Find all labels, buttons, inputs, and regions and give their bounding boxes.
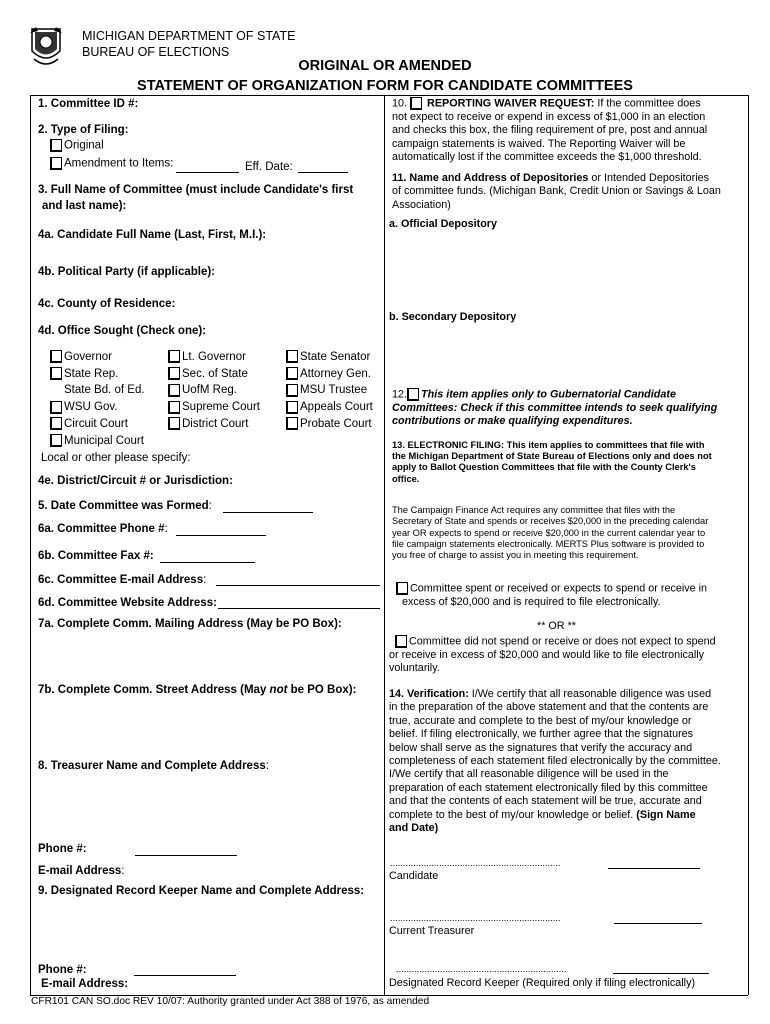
office-option-probate-court[interactable] [286,416,373,433]
left-border [30,95,31,995]
bureau-name: BUREAU OF ELECTIONS [82,45,230,59]
type-of-filing-label: 2. Type of Filing: [38,124,129,136]
office-label: Sec. of State [182,367,248,380]
office-option-attorney-gen[interactable] [286,366,373,383]
office-checkbox[interactable] [168,367,180,380]
amendment-checkbox[interactable] [50,157,62,170]
office-label: District Court [182,417,249,430]
committee-phone-field[interactable] [176,535,266,536]
treasurer-sig-label: Current Treasurer [389,925,475,937]
campaign-finance-2: Secretary of State and spends or receives $20,000 in the preceding calendar [392,516,709,527]
form-title-line1: ORIGINAL OR AMENDED [298,58,472,74]
original-checkbox[interactable] [50,139,62,152]
gubernatorial-text-3: contributions or make qualifying expenditures. [392,415,633,428]
committee-fax-label: 6b. Committee Fax #: [38,550,154,562]
keeper-sig-label: Designated Record Keeper (Required only if filing electronically) [389,977,696,989]
candidate-date-field[interactable] [608,868,700,869]
office-label: Probate Court [300,417,372,430]
waiver-checkbox[interactable] [410,97,422,110]
electronic-filing-3: apply to Ballot Question Committees that file with the County Clerk's [392,462,696,473]
verification-heading: 14. Verification: [389,688,469,700]
verification-text-9: and that the contents of each statement will be true, accurate and [389,795,702,808]
office-checkbox[interactable] [286,350,298,363]
office-label: Attorney Gen. [300,367,371,380]
required-electronic-text-2: excess of $20,000 and is required to file electronically. [402,595,661,608]
waiver-heading: REPORTING WAIVER REQUEST: [427,97,595,110]
official-depository-label: a. Official Depository [389,218,497,230]
committee-id-label: 1. Committee ID #: [38,98,139,110]
item-10-number: 10. [392,97,408,110]
office-label: Municipal Court [64,434,144,447]
office-label: Circuit Court [64,417,128,430]
committee-phone-text: 6a. Committee Phone # [38,523,165,535]
office-col2 [168,349,260,433]
item-12-block [392,388,748,429]
record-keeper-label: 9. Designated Record Keeper Name and Complete Address: [38,885,365,897]
option-voluntary-block[interactable] [389,635,743,676]
committee-email-field[interactable] [216,585,380,586]
committee-phone-label: 6a. Committee Phone #: [38,523,168,535]
verification-text-2: in the preparation of the above statement and that the contents are [389,701,709,714]
treasurer-text: 8. Treasurer Name and Complete Address [38,760,266,772]
committee-fax-field[interactable] [160,562,255,563]
voluntary-electronic-text-2: or receive in excess of $20,000 and would like to file electronically [389,648,705,661]
campaign-finance-1: The Campaign Finance Act requires any committee that files with the [392,505,676,515]
or-separator: ** OR ** [537,620,577,632]
treasurer-phone-label: Phone #: [38,843,87,855]
verification-text-1: I/We certify that all reasonable diligence was used [468,688,712,700]
secondary-depository-label: b. Secondary Depository [389,311,517,323]
committee-website-label: 6d. Committee Website Address: [38,597,217,609]
depositories-text-1: or Intended Depositories [588,172,710,184]
original-label: Original [64,139,104,152]
street-address-not: not [269,684,288,696]
office-checkbox[interactable] [168,384,180,397]
district-label: 4e. District/Circuit # or Jurisdiction: [38,475,233,487]
amendment-label: Amendment to Items: [64,157,174,170]
electronic-filing-1: 13. ELECTRONIC FILING: This item applies to committees that file with [392,440,705,450]
verification-text-4: belief. If filing electronically, we further agree that the signatures [389,728,694,741]
verification-text-7: I/We certify that all reasonable diligence will be used in the [389,768,669,781]
form-footer: CFR101 CAN SO.doc REV 10/07: Authority granted under Act 388 of 1976, as amended [31,996,430,1007]
office-sought-label: 4d. Office Sought (Check one): [38,325,207,337]
right-border [748,95,749,995]
amendment-option[interactable] [50,157,173,170]
campaign-finance-block [392,505,744,561]
depositories-text-2: of committee funds. (Michigan Bank, Credit Union or Savings & Loan [392,185,721,198]
voluntary-electronic-checkbox[interactable] [395,635,407,648]
office-option-district-court[interactable] [168,416,260,433]
candidate-label: Candidate [389,870,439,882]
campaign-finance-4: file campaign statements electronically. MERTS Plus software is provided to [392,538,705,549]
office-label: MSU Trustee [300,384,368,397]
political-party-label: 4b. Political Party (if applicable): [38,266,216,278]
item-14-block [389,688,741,835]
street-address-tail: be PO Box): [287,684,357,696]
eff-date-label: Eff. Date: [245,161,293,173]
office-option-supreme-court[interactable] [168,399,260,416]
verification-text-6: completeness of each statement filed electronically by the committee. [389,755,721,768]
office-option-municipal-court[interactable] [50,433,145,450]
voluntary-electronic-text-3: voluntarily. [389,662,440,675]
item-11-block [392,172,744,212]
office-option-state-senator[interactable] [286,349,373,366]
waiver-text-3: and checks this box, the filing requirement of pre, post and annual [392,124,708,137]
candidate-name-label: 4a. Candidate Full Name (Last, First, M.I.): [38,229,267,241]
treasurer-label: 8. Treasurer Name and Complete Address: [38,760,269,772]
gubernatorial-text-1: This item applies only to Gubernatorial Candidate [421,388,676,401]
gubernatorial-text-2: Committees: Check if this committee intends to seek qualifying [392,401,718,414]
office-option-circuit-court[interactable] [50,416,145,433]
office-checkbox[interactable] [168,350,180,363]
depositories-text-3: Association) [392,198,451,211]
keeper-phone-field[interactable] [134,975,236,976]
full-name-label-1: 3. Full Name of Committee (must include Candidate's first [38,184,354,196]
office-label: WSU Gov. [64,401,118,414]
local-other-label: Local or other please specify: [41,452,191,464]
date-formed-text: 5. Date Committee was Formed [38,500,209,512]
office-label: Supreme Court [182,401,260,414]
office-checkbox[interactable] [286,401,298,414]
office-checkbox[interactable] [168,401,180,414]
verification-text-3: true, accurate and complete to the best of my/our knowledge or [389,714,692,727]
office-option-appeals-court[interactable] [286,399,373,416]
office-label: UofM Reg. [182,384,237,397]
required-electronic-text-1: Committee spent or received or expects to spend or receive in [410,582,708,595]
county-residence-label: 4c. County of Residence: [38,298,176,310]
office-checkbox[interactable] [50,434,62,447]
office-checkbox[interactable] [50,417,62,430]
office-option-wsu-gov[interactable] [50,399,145,416]
office-checkbox[interactable] [50,350,62,363]
office-option-state-rep[interactable] [50,366,145,383]
sign-name-label: (Sign Name [636,808,696,821]
treasurer-signature-dots[interactable]: .................................................................. [390,913,561,923]
treasurer-email-text: E-mail Address [38,865,122,877]
office-label: State Bd. of Ed. [64,384,145,397]
amendment-items-field[interactable] [176,172,239,173]
street-address-label [38,684,356,696]
office-option-uofm-reg[interactable] [168,382,260,399]
office-col3 [286,349,373,433]
depositories-heading: 11. Name and Address of Depositories [392,172,589,184]
candidate-signature-dots[interactable]: .................................................................. [390,858,561,868]
waiver-text-2: not expect to receive or expend in excess of $1,000 in an election [392,110,706,123]
office-option-lt-governor[interactable] [168,349,260,366]
street-address-text: 7b. Complete Comm. Street Address (May [38,684,270,696]
office-col1 [50,349,145,449]
office-label: Appeals Court [300,401,373,414]
item-12-number: 12. [392,388,408,401]
electronic-filing-4: office. [392,473,420,484]
electronic-filing-2: the Michigan Department of State Bureau of Elections only and does not [392,451,712,462]
sign-date-label: and Date) [389,822,439,835]
office-checkbox[interactable] [286,417,298,430]
date-formed-label: 5. Date Committee was Formed: [38,500,212,512]
treasurer-email-label: E-mail Address: [38,865,125,877]
committee-website-field[interactable] [218,608,380,609]
gubernatorial-checkbox[interactable] [407,388,419,401]
treasurer-date-field[interactable] [614,923,702,924]
keeper-signature-dots[interactable]: .................................................................. [396,964,567,974]
campaign-finance-3: year OR expects to spend or receive $20,000 in the current calendar year to [392,527,706,538]
full-name-label-2: and last name): [42,200,127,212]
office-checkbox[interactable] [50,401,62,414]
item-13-block [392,440,744,485]
office-checkbox[interactable] [286,367,298,380]
voluntary-electronic-text-1: Committee did not spend or receive or does not expect to spend [409,635,716,648]
keeper-date-field[interactable] [613,973,709,974]
department-name: MICHIGAN DEPARTMENT OF STATE [82,29,296,43]
office-label: Governor [64,351,112,363]
verification-text-10: complete to the best of my/our knowledge or belief. [389,808,634,821]
campaign-finance-5: you free of charge to assist you in meeting this requirement. [392,550,639,561]
office-checkbox[interactable] [286,384,298,397]
form-title-line2: STATEMENT OF ORGANIZATION FORM FOR CANDIDATE COMMITTEES [137,78,633,94]
top-border [30,95,748,96]
waiver-text-4: campaign statements is waived. The Reporting Waiver will be [392,137,686,150]
office-option-governor[interactable] [50,349,145,366]
treasurer-phone-field[interactable] [135,855,237,856]
office-label: State Rep. [64,367,119,380]
verification-text-5: below shall serve as the signatures that verify the accuracy and [389,741,693,754]
item-10-block [392,97,744,164]
office-label: State Senator [300,351,371,363]
office-label: Lt. Governor [182,351,246,363]
verification-text-8: preparation of each statement electronically filed by this committee [389,781,708,794]
keeper-phone-label: Phone #: [38,964,87,976]
date-formed-field[interactable] [223,512,313,513]
office-option-msu-trustee[interactable] [286,382,373,399]
option-required-block[interactable] [396,582,748,609]
keeper-email-label: E-mail Address: [41,978,129,990]
waiver-text-1: If the committee does [594,97,701,110]
committee-email-text: 6c. Committee E-mail Address [38,574,204,586]
eff-date-field[interactable] [298,172,348,173]
office-checkbox[interactable] [168,417,180,430]
required-electronic-checkbox[interactable] [396,582,408,595]
waiver-text-5: automatically lost if the committee exceeds the $1,000 threshold. [392,150,702,163]
original-option[interactable] [50,139,104,152]
committee-email-label: 6c. Committee E-mail Address: [38,574,207,586]
mailing-address-label: 7a. Complete Comm. Mailing Address (May be PO Box): [38,618,342,630]
center-divider [384,95,385,995]
office-checkbox[interactable] [50,367,62,380]
office-option-state-bd-ed[interactable] [50,382,145,399]
office-option-sec-of-state[interactable] [168,366,260,383]
